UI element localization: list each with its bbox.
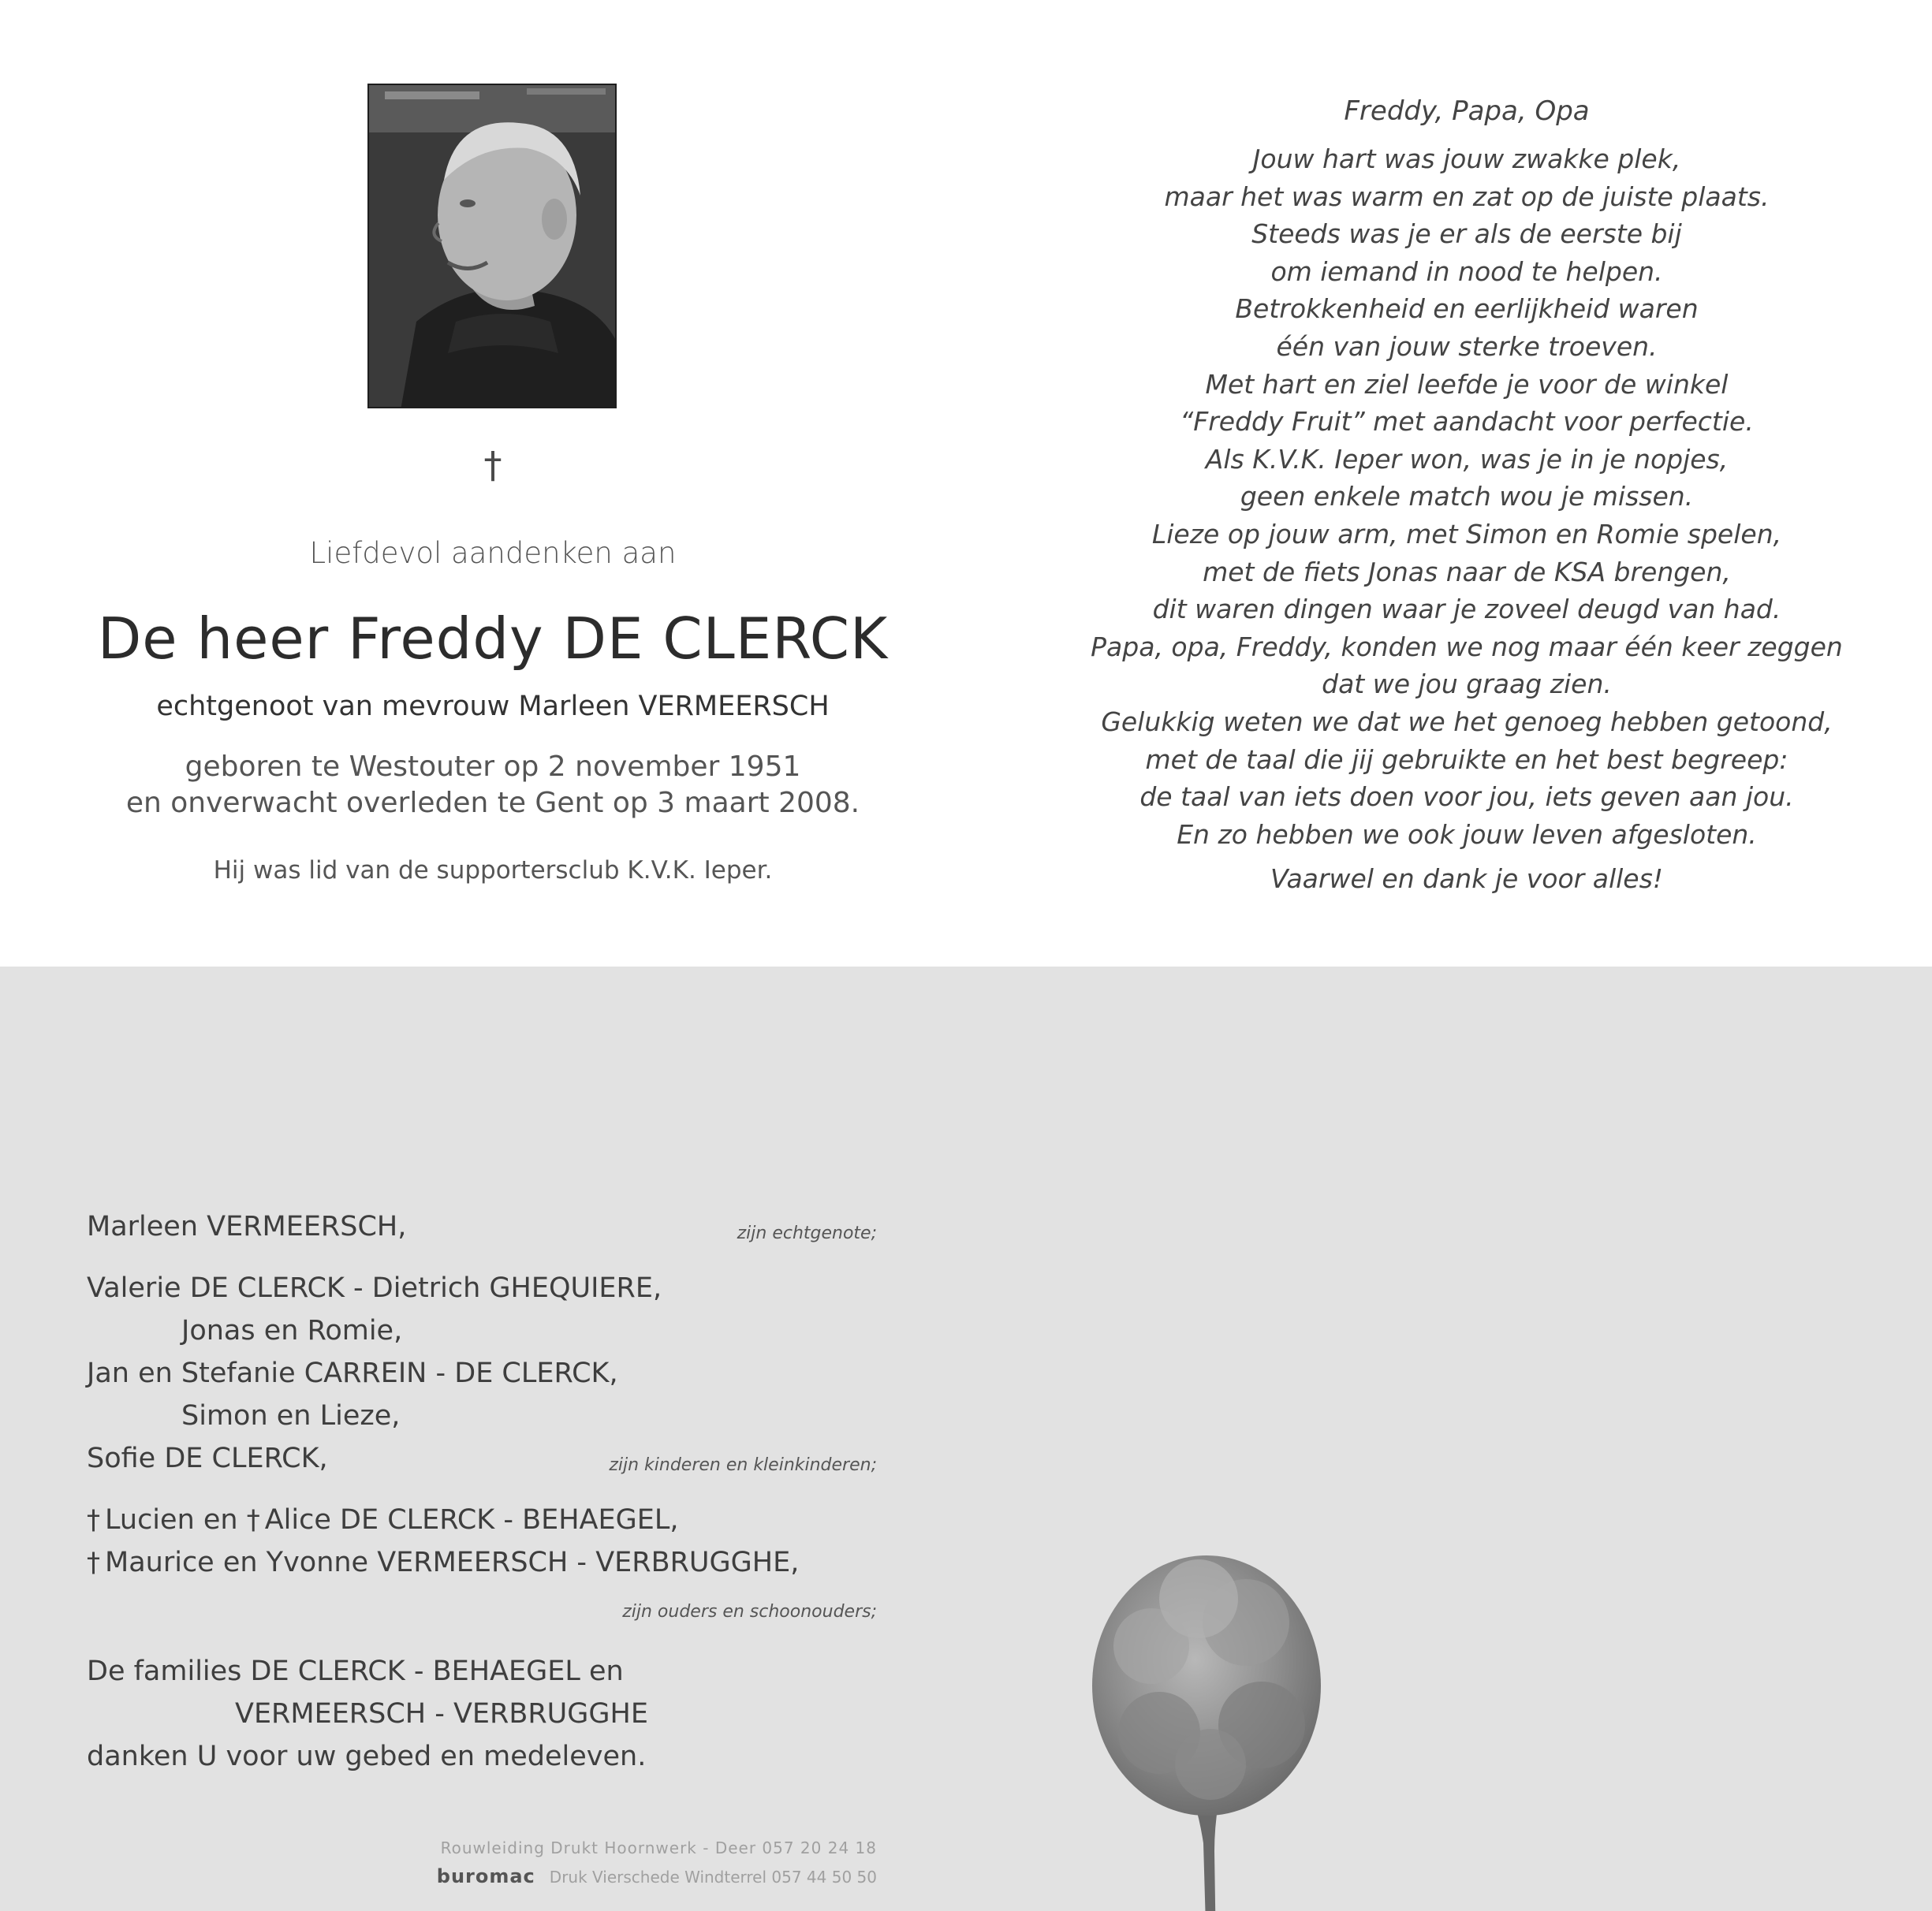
birth-line: geboren te Westouter op 2 november 1951 (185, 751, 801, 783)
death-line: en onverwacht overleden te Gent op 3 maart 2008. (125, 787, 860, 819)
families-line: De families DE CLERCK - BEHAEGEL en (87, 1656, 624, 1687)
poem-closing: Vaarwel en dank je voor alles! (1270, 863, 1664, 895)
printer-info-line (437, 1865, 877, 1887)
poem-line: Steeds was je er als de eerste bij (1251, 218, 1682, 250)
poem-line: Betrokkenheid en eerlijkheid waren (1235, 293, 1699, 325)
spouse-line: echtgenoot van mevrouw Marleen VERMEERSCH (156, 691, 830, 722)
child-name: Sofie DE CLERCK, (87, 1443, 328, 1474)
cross-icon: † (87, 1504, 100, 1536)
memorial-card-back (0, 967, 1932, 1911)
poem-line: Jouw hart was jouw zwakke plek, (1252, 143, 1681, 174)
deceased-name: De heer Freddy DE CLERCK (97, 605, 889, 672)
portrait-illustration (369, 85, 617, 408)
poem-line: met de fiets Jonas naar de KSA brengen, (1203, 556, 1731, 587)
poem-line: Papa, opa, Freddy, konden we nog maar één keer zeggen (1091, 631, 1843, 662)
poem-line: Met hart en ziel leefde je voor de winkel (1205, 368, 1729, 400)
poem-line: om iemand in nood te helpen. (1270, 255, 1663, 287)
tree-illustration (1088, 1512, 1333, 1911)
poem-line: dat we jou graag zien. (1322, 669, 1612, 700)
child-name: Valerie DE CLERCK - Dietrich GHEQUIERE, (87, 1272, 662, 1304)
poem-line: Als K.V.K. Ieper won, was je in je nopjes, (1205, 443, 1729, 475)
children-role: zijn kinderen en kleinkinderen; (609, 1455, 877, 1475)
inlaws-line (87, 1547, 799, 1578)
printer-address: Druk Vierschede Windterrel 057 44 50 50 (549, 1868, 877, 1887)
poem-line: dit waren dingen waar je zoveel deugd van had. (1152, 594, 1781, 625)
child-name: Jan en Stefanie CARREIN - DE CLERCK, (87, 1358, 618, 1389)
cross-icon: † (246, 1504, 260, 1536)
poem-line: één van jouw sterke troeven. (1276, 330, 1658, 362)
printer-logo: buromac (436, 1865, 535, 1887)
portrait-photo (367, 84, 617, 408)
parent-name: Alice DE CLERCK - BEHAEGEL, (264, 1504, 679, 1536)
poem-line: de taal van iets doen voor jou, iets geven aan jou. (1139, 781, 1794, 813)
grandchildren-names: Simon en Lieze, (181, 1400, 401, 1432)
spouse-role: zijn echtgenote; (737, 1224, 877, 1243)
families-line: VERMEERSCH - VERBRUGGHE (235, 1698, 648, 1730)
poem-line: met de taal die jij gebruikte en het best begreep: (1145, 743, 1788, 775)
grandchildren-names: Jonas en Romie, (181, 1315, 403, 1347)
cross-icon: † (87, 1547, 100, 1578)
poem-title: Freddy, Papa, Opa (1344, 95, 1590, 127)
parents-role: zijn ouders en schoonouders; (622, 1602, 877, 1622)
parents-line (87, 1504, 678, 1536)
club-membership-line: Hij was lid van de supportersclub K.V.K. Ieper. (213, 856, 773, 885)
printer-info: Rouwleiding Drukt Hoornwerk - Deer 057 20 24 18 (440, 1838, 877, 1857)
parent-name: Lucien en (105, 1504, 238, 1536)
poem-line: maar het was warm en zat op de juiste plaats. (1164, 181, 1770, 212)
memorial-poem (1025, 93, 1908, 897)
spouse-name: Marleen VERMEERSCH, (87, 1211, 407, 1242)
inlaws-name: Maurice en Yvonne VERMEERSCH - VERBRUGGHE, (105, 1547, 800, 1578)
poem-line: Gelukkig weten we dat we het genoeg hebben getoond, (1101, 706, 1833, 737)
poem-line: Lieze op jouw arm, met Simon en Romie spelen, (1151, 518, 1782, 549)
poem-line: En zo hebben we ook jouw leven afgesloten. (1177, 818, 1757, 850)
cross-icon: † (483, 444, 502, 486)
poem-line: geen enkele match wou je missen. (1240, 481, 1694, 512)
tribute-intro: Liefdevol aandenken aan (309, 536, 677, 570)
poem-line: “Freddy Fruit” met aandacht voor perfectie. (1180, 406, 1754, 438)
poem-verse (1025, 140, 1908, 853)
thanks-line: danken U voor uw gebed en medeleven. (87, 1741, 647, 1772)
